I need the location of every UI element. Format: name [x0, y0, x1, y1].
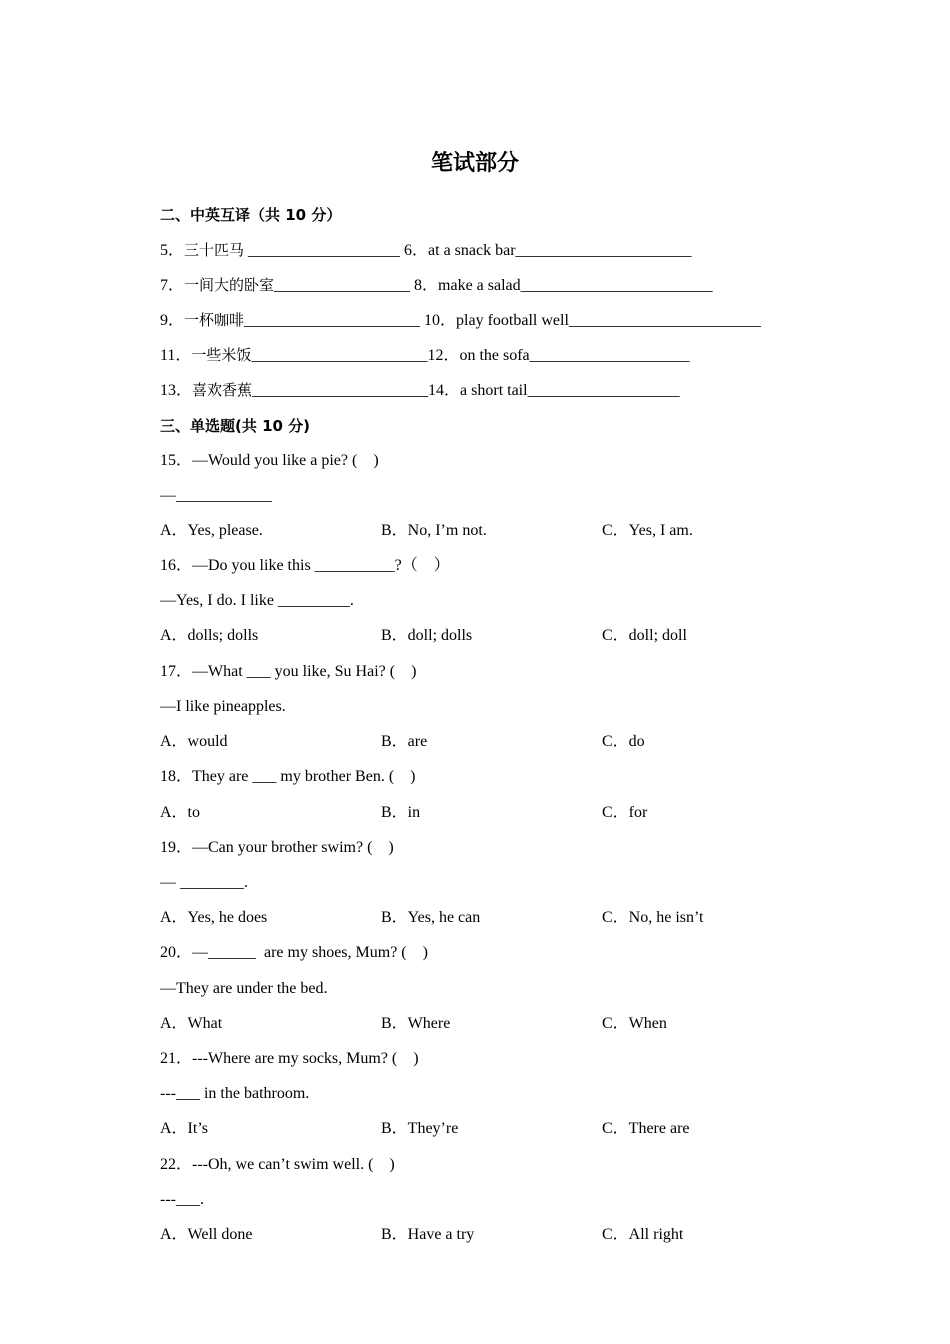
option-c[interactable]: C．do: [602, 733, 645, 750]
english-phrase: 14．a short tail___________________: [428, 382, 680, 399]
answer-blank[interactable]: ______________________: [251, 347, 428, 364]
chinese-phrase: 一些米饭: [191, 346, 252, 364]
english-phrase: 12．on the sofa____________________: [427, 347, 690, 364]
question-reply: — ________.: [160, 874, 248, 891]
question-reply: —They are under the bed.: [160, 980, 328, 997]
option-b[interactable]: B．Have a try: [381, 1226, 475, 1243]
answer-blank[interactable]: ______________________: [252, 382, 429, 399]
option-b[interactable]: B．They’re: [381, 1120, 459, 1137]
option-c[interactable]: C．No, he isn’t: [602, 909, 704, 926]
item-number: 7．: [160, 277, 185, 294]
question-stem: 20．—______ are my shoes, Mum? ( ): [160, 944, 428, 961]
option-a[interactable]: A．would: [160, 733, 228, 750]
item-number: 11．: [160, 347, 192, 364]
question-stem: 22．---Oh, we can’t swim well. ( ): [160, 1156, 395, 1173]
question-reply: ---___.: [160, 1191, 204, 1208]
chinese-phrase: 三十匹马: [184, 241, 245, 259]
question-stem: 19．—Can your brother swim? ( ): [160, 839, 394, 856]
option-c[interactable]: C．doll; doll: [602, 627, 687, 644]
option-a[interactable]: A．Yes, he does: [160, 909, 268, 926]
item-number: 13．: [160, 382, 193, 399]
option-a[interactable]: A．It’s: [160, 1120, 209, 1137]
option-c[interactable]: C．There are: [602, 1120, 690, 1137]
option-c[interactable]: C．Yes, I am.: [602, 522, 693, 539]
option-b[interactable]: B．doll; dolls: [381, 627, 473, 644]
answer-blank[interactable]: ___________________: [244, 242, 401, 259]
item-number: 5．: [160, 242, 185, 259]
option-c[interactable]: C．When: [602, 1015, 667, 1032]
question-stem: 21．---Where are my socks, Mum? ( ): [160, 1050, 419, 1067]
option-a[interactable]: A．dolls; dolls: [160, 627, 259, 644]
question-reply: —I like pineapples.: [160, 698, 286, 715]
option-a[interactable]: A．Well done: [160, 1226, 253, 1243]
option-c[interactable]: C．for: [602, 804, 648, 821]
translation-row: [160, 308, 761, 332]
item-number: 9．: [160, 312, 185, 329]
option-b[interactable]: B．are: [381, 733, 428, 750]
option-b[interactable]: B．No, I’m not.: [381, 522, 487, 539]
question-stem: 18．They are ___ my brother Ben. ( ): [160, 768, 416, 785]
answer-blank[interactable]: ______________________: [244, 312, 421, 329]
question-reply: —Yes, I do. I like _________.: [160, 592, 354, 609]
question-stem: 16．—Do you like this __________?（ ）: [160, 557, 450, 574]
translation-row: [160, 343, 690, 367]
translation-row: [160, 378, 680, 402]
option-a[interactable]: A．to: [160, 804, 201, 821]
english-phrase: 8．make a salad________________________: [414, 277, 713, 294]
section2-heading: 二、中英互译（共 10 分）: [160, 206, 342, 224]
translation-row: [160, 238, 692, 262]
english-phrase: 6．at a snack bar______________________: [404, 242, 692, 259]
option-c[interactable]: C．All right: [602, 1226, 684, 1243]
question-reply: —____________: [160, 487, 272, 504]
answer-blank[interactable]: _________________: [274, 277, 411, 294]
question-stem: 15．—Would you like a pie? ( ): [160, 452, 379, 469]
question-stem: 17．—What ___ you like, Su Hai? ( ): [160, 663, 417, 680]
option-b[interactable]: B．in: [381, 804, 421, 821]
question-reply: ---___ in the bathroom.: [160, 1085, 310, 1102]
option-b[interactable]: B．Yes, he can: [381, 909, 481, 926]
chinese-phrase: 喜欢香蕉: [192, 381, 253, 399]
page-title: 笔试部分: [430, 151, 519, 176]
option-a[interactable]: A．Yes, please.: [160, 522, 263, 539]
option-a[interactable]: A．What: [160, 1015, 223, 1032]
chinese-phrase: 一间大的卧室: [184, 276, 275, 294]
option-b[interactable]: B．Where: [381, 1015, 451, 1032]
chinese-phrase: 一杯咖啡: [184, 311, 245, 329]
section3-heading: 三、单选题(共 10 分): [160, 417, 311, 435]
translation-row: [160, 273, 713, 297]
english-phrase: 10．play football well________________________: [424, 312, 761, 329]
